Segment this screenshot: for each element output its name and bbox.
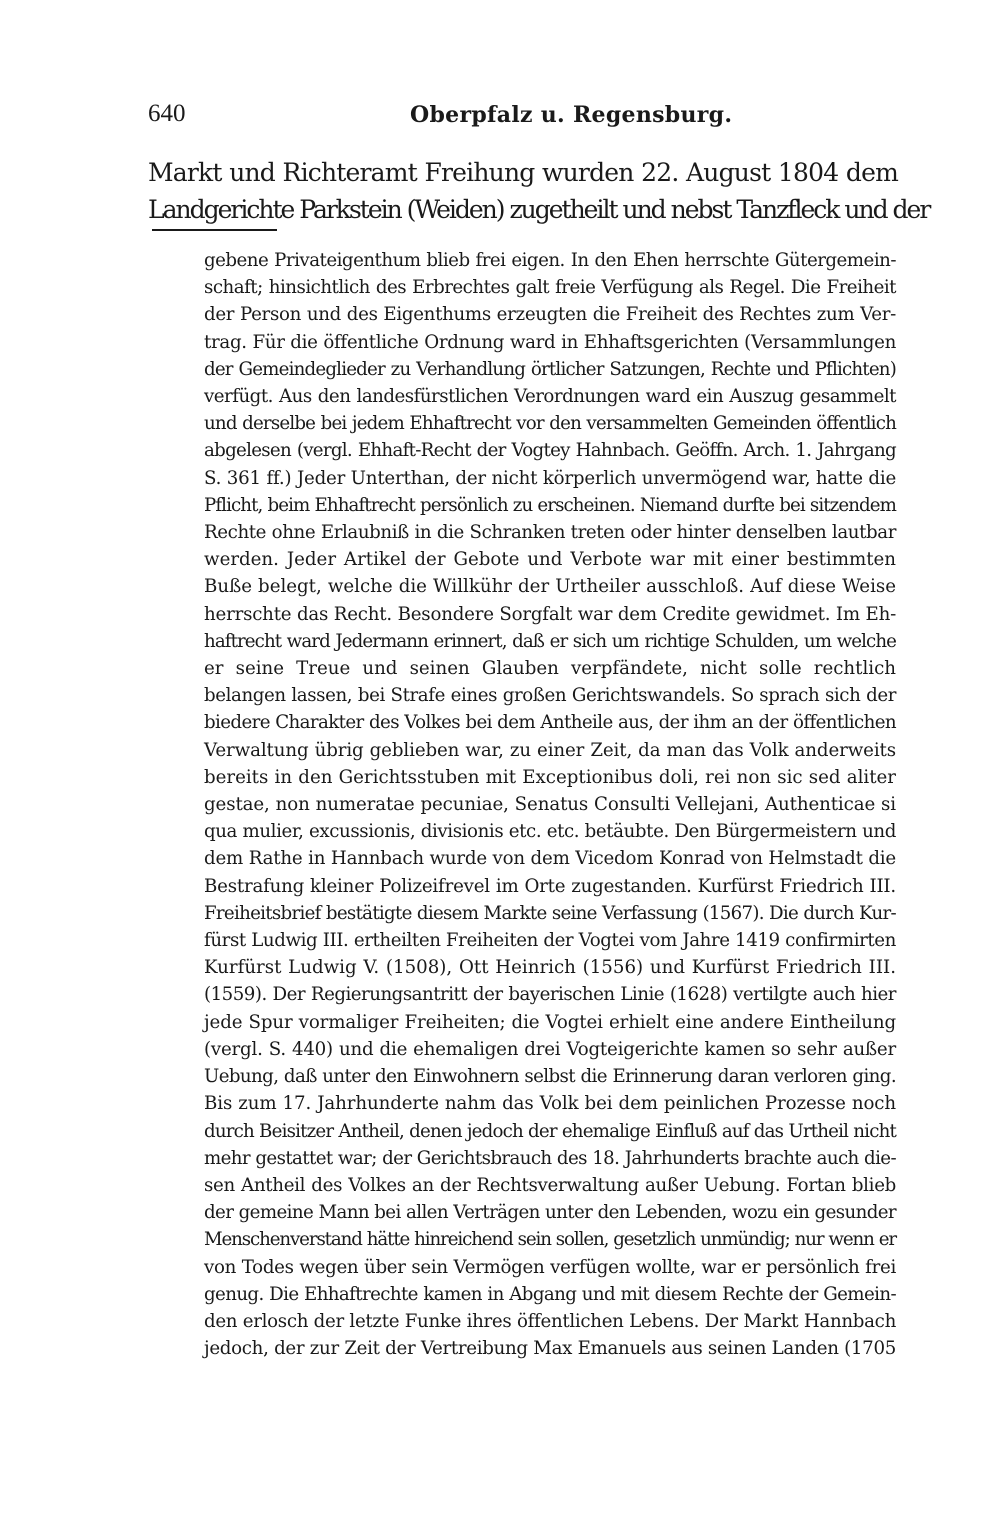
running-head: Oberpfalz u. Regensburg. (410, 102, 733, 128)
continued-text-line: Buße belegt, welche die Willkühr der Urtheiler ausschloß. Auf diese Weise (204, 576, 896, 598)
continued-text-line: belangen lassen, bei Strafe eines großen Gerichtswandels. So sprach sich der (204, 685, 896, 707)
page-header (148, 100, 898, 140)
continued-text-line: er seine Treue und seinen Glauben verpfändete, nicht solle rechtlich (204, 658, 896, 680)
continued-text-line: gebene Privateigenthum blieb frei eigen. In den Ehen herrschte Gütergemein- (204, 250, 896, 271)
continued-text-line: der gemeine Mann bei allen Verträgen unter den Lebenden, wozu ein gesunder (204, 1202, 896, 1224)
continued-text-line: Bis zum 17. Jahrhunderte nahm das Volk bei dem peinlichen Prozesse noch (204, 1093, 896, 1115)
continued-text-line: (vergl. S. 440) und die ehemaligen drei Vogteigerichte kamen so sehr außer (204, 1038, 896, 1060)
continued-text-line: Freiheitsbrief bestätigte diesem Markte seine Verfassung (1567). Die durch Kur- (204, 902, 896, 924)
continued-text-line: der Person und des Eigenthums erzeugten die Freiheit des Rechtes zum Ver- (204, 304, 896, 326)
footnote-divider (152, 229, 277, 231)
main-text (148, 154, 930, 228)
continued-text-line: Verwaltung übrig geblieben war, zu einer Zeit, da man das Volk anderweits (204, 739, 896, 761)
continued-text-line: werden. Jeder Artikel der Gebote und Verbote war mit einer bestimmten (204, 549, 896, 571)
main-text-line: Markt und Richteramt Freihung wurden 22. August 1804 dem (148, 158, 898, 187)
continued-text-line: bereits in den Gerichtsstuben mit Exceptionibus doli, rei non sic sed aliter (204, 766, 896, 788)
main-text-line: Landgerichte Parkstein (Weiden) zugetheilt und nebst Tanzfleck und der (148, 195, 930, 224)
continued-text-line: sen Antheil des Volkes an der Rechtsverwaltung außer Uebung. Fortan blieb (204, 1174, 896, 1196)
continued-text-line: gestae, non numeratae pecuniae, Senatus Consulti Vellejani, Authenticae si (204, 794, 896, 816)
continued-text-line: trag. Für die öffentliche Ordnung ward in Ehhaftsgerichten (Versammlungen (204, 331, 896, 353)
continued-text-line: Kurfürst Ludwig V. (1508), Ott Heinrich (1556) und Kurfürst Friedrich III. (204, 957, 896, 979)
continued-text-line: S. 361 ff.) Jeder Unterthan, der nicht körperlich unvermögend war, hatte die (204, 467, 897, 489)
continued-text-line: herrschte das Recht. Besondere Sorgfalt war dem Credite gewidmet. Im Eh- (204, 603, 897, 625)
continued-text-line: Menschenverstand hätte hinreichend sein sollen, gesetzlich unmündig; nur wenn er (204, 1229, 896, 1251)
continued-text-line: mehr gestattet war; der Gerichtsbrauch des 18. Jahrhunderts brachte auch die- (204, 1147, 896, 1169)
continued-text-line: durch Beisitzer Antheil, denen jedoch der ehemalige Einfluß auf das Urtheil nicht (204, 1120, 896, 1142)
continued-text-line: genug. Die Ehhaftrechte kamen in Abgang und mit diesem Rechte der Gemein- (204, 1283, 896, 1305)
continued-text (204, 247, 896, 1362)
continued-text-line: von Todes wegen über sein Vermögen verfügen wollte, war er persönlich frei (204, 1256, 896, 1278)
continued-text-line: qua mulier, excussionis, divisionis etc. etc. betäubte. Den Bürgermeistern und (204, 821, 896, 843)
page-number: 640 (148, 100, 186, 127)
continued-text-line: haftrecht ward Jedermann erinnert, daß er sich um richtige Schulden, um welche (204, 630, 896, 652)
continued-text-line: dem Rathe in Hannbach wurde von dem Vicedom Konrad von Helmstadt die (204, 848, 896, 870)
continued-text-line: schaft; hinsichtlich des Erbrechtes galt freie Verfügung als Regel. Die Freiheit (204, 277, 896, 299)
continued-text-line: Rechte ohne Erlaubniß in die Schranken treten oder hinter denselben lautbar (204, 522, 896, 544)
continued-text-line: Bestrafung kleiner Polizeifrevel im Orte zugestanden. Kurfürst Friedrich III. (204, 875, 896, 897)
continued-text-line: jedoch, der zur Zeit der Vertreibung Max Emanuels aus seinen Landen (1705 (204, 1338, 896, 1360)
continued-text-line: Uebung, daß unter den Einwohnern selbst die Erinnerung daran verloren ging. (204, 1066, 896, 1088)
continued-text-line: Pflicht, beim Ehhaftrecht persönlich zu erscheinen. Niemand durfte bei sitzendem (204, 494, 896, 516)
continued-text-line: der Gemeindeglieder zu Verhandlung örtlicher Satzungen, Rechte und Pflichten) (204, 358, 896, 380)
continued-text-line: biedere Charakter des Volkes bei dem Antheile aus, der ihm an der öffentlichen (204, 712, 896, 734)
continued-text-line: jede Spur vormaliger Freiheiten; die Vogtei erhielt eine andere Eintheilung (204, 1011, 896, 1033)
continued-text-line: fürst Ludwig III. ertheilten Freiheiten der Vogtei vom Jahre 1419 confirmirten (204, 930, 896, 952)
continued-text-line: abgelesen (vergl. Ehhaft-Recht der Vogtey Hahnbach. Geöffn. Arch. 1. Jahrgang (204, 440, 896, 462)
continued-text-line: (1559). Der Regierungsantritt der bayerischen Linie (1628) vertilgte auch hier (204, 984, 896, 1006)
continued-text-line: und derselbe bei jedem Ehhaftrecht vor den versammelten Gemeinden öffentlich (204, 413, 896, 435)
continued-text-line: verfügt. Aus den landesfürstlichen Verordnungen ward ein Auszug gesammelt (204, 386, 896, 408)
continued-text-line: den erlosch der letzte Funke ihres öffentlichen Lebens. Der Markt Hannbach (204, 1310, 896, 1332)
